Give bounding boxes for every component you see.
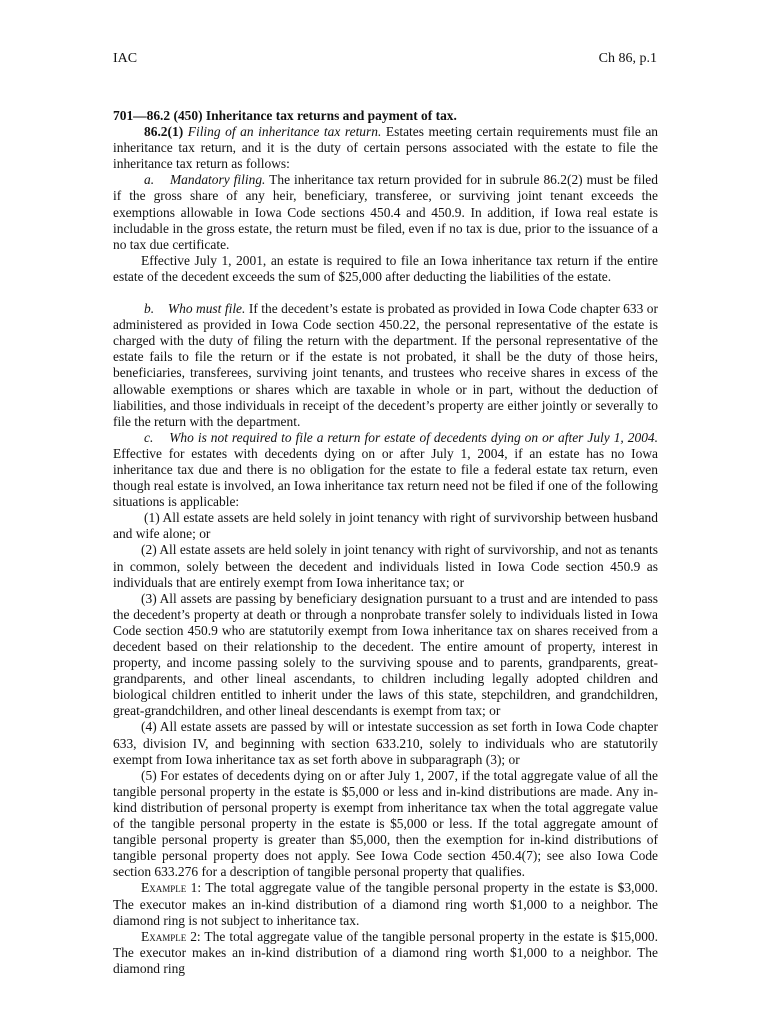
paragraph-c [113,430,658,510]
example-text: The total aggregate value of the tangible personal property in the estate is $15,000. The executor makes an in-kind distribution of a diamond ring worth $1,000 to a neighbor. The diamond ring [113,928,658,976]
document-body [113,108,658,977]
paragraph-a [113,172,658,252]
paragraph-heading: Mandatory filing. [169,172,266,188]
paragraph-b [113,301,658,430]
paragraph-text: The inheritance tax return provided for in subrule 86.2(2) must be filed if the gross share of any heir, beneficiary, transferee, or surviving joint tenant exceeds the exemptions allowable in Iowa Code sections 450.4 and 450.9. In addition, if Iowa real estate is includable in the gross estate, the return must be filed, even if no tax is due, prior to the issuance of a no tax due certificate. [113,172,658,252]
subrule-text: Estates meeting certain requirements must file an inheritance tax return, and it is the duty of certain persons associated with the estate to file the inheritance tax return as follows: [113,124,658,172]
subparagraph-5: (5) For estates of decedents dying on or after July 1, 2007, if the total aggregate value of all the tangible personal property in the estate is $5,000 or less and in-kind distributions are made. Any in-kind distribution of personal property is exempt from inheritance tax when the total aggregate value of the tangible personal property in the estate is $5,000 or less. If the total aggregate amount of tangible personal property is greater than $5,000, then the exemption for in-kind distributions of tangible personal property does not apply. See Iowa Code section 450.4(7); see also Iowa Code section 633.276 for a description of tangible personal property that qualifies. [113,767,658,880]
running-header-right: Ch 86, p.1 [598,51,657,66]
paragraph-letter: b. [144,301,155,317]
example-label: Example 2: [141,928,201,944]
paragraph-heading: Who must file. [167,301,246,317]
paragraph-a-effective: Effective July 1, 2001, an estate is required to file an Iowa inheritance tax return if the entire estate of the decedent exceeds the sum of $25,000 after deducting the liabilities of the estate. [113,252,658,284]
paragraph-heading: Who is not required to file a return for estate of decedents dying on or after July 1, 2004. [169,429,658,445]
paragraph-text: Effective for estates with decedents dying on or after July 1, 2004, if an estate has no Iowa inheritance tax due and there is no obligation for the estate to file a federal estate tax return, even though real estate is involved, an Iowa inheritance tax return need not be filed if one of the following situations is applicable: [113,445,658,510]
example-2 [113,929,658,977]
paragraph-letter: c. [144,429,154,445]
subrule-number: 86.2(1) [144,124,184,140]
paragraph-letter: a. [144,172,155,188]
example-text: The total aggregate value of the tangible personal property in the estate is $3,000. The executor makes an in-kind distribution of a diamond ring worth $1,000 to a neighbor. The diamond ring is not subject to inheritance tax. [113,880,658,928]
subparagraph-2: (2) All estate assets are held solely in joint tenancy with right of survivorship, and not as tenants in common, solely between the decedent and individuals listed in Iowa Code section 450.9 as individuals that are entirely exempt from Iowa inheritance tax; or [113,542,658,590]
paragraph-text: If the decedent’s estate is probated as provided in Iowa Code chapter 633 or administered as provided in Iowa Code section 450.22, the personal representative of the estate is charged with the duty of filing the return with the department. If the personal representative of the estate fails to file the return or if the estate is not probated, it shall be the duty of those heirs, beneficiaries, transferees, surviving joint tenants, and trustees who receive shares in excess of the allowable exemptions or shares which are taxable in whole or in part, without the deduction of liabilities, and those individuals in receipt of the decedent’s property are either jointly or severally to file the return with the department. [113,301,658,429]
example-1 [113,880,658,928]
subparagraph-3: (3) All assets are passing by beneficiary designation pursuant to a trust and are intended to pass the decedent’s property at death or through a nonprobate transfer solely to individuals listed in Iowa Code section 450.9 who are statutorily exempt from Iowa inheritance tax on shares received from a decedent based on their relationship to the decedent. The entire amount of property, interest in property, and income passing solely to the surviving spouse and to parents, grandparents, great-grandparents, and other lineal ascendants, to children including legally adopted children and biological children entitled to inherit under the laws of this state, stepchildren, and grandchildren, great-grandchildren, and other lineal descendants is exempt from tax; or [113,590,658,719]
subparagraph-4: (4) All estate assets are passed by will or intestate succession as set forth in Iowa Code chapter 633, division IV, and beginning with section 633.210, solely to individuals who are statutorily exempt from Iowa inheritance tax as set forth above in subparagraph (3); or [113,719,658,767]
running-header-left: IAC [113,51,138,66]
subrule-86-2-1 [113,124,658,172]
rule-title: 701—86.2 (450) Inheritance tax returns and payment of tax. [113,108,457,123]
example-label: Example 1: [141,880,202,896]
subrule-heading: Filing of an inheritance tax return. [187,124,382,140]
subparagraph-1: (1) All estate assets are held solely in joint tenancy with right of survivorship between husband and wife alone; or [113,510,658,542]
